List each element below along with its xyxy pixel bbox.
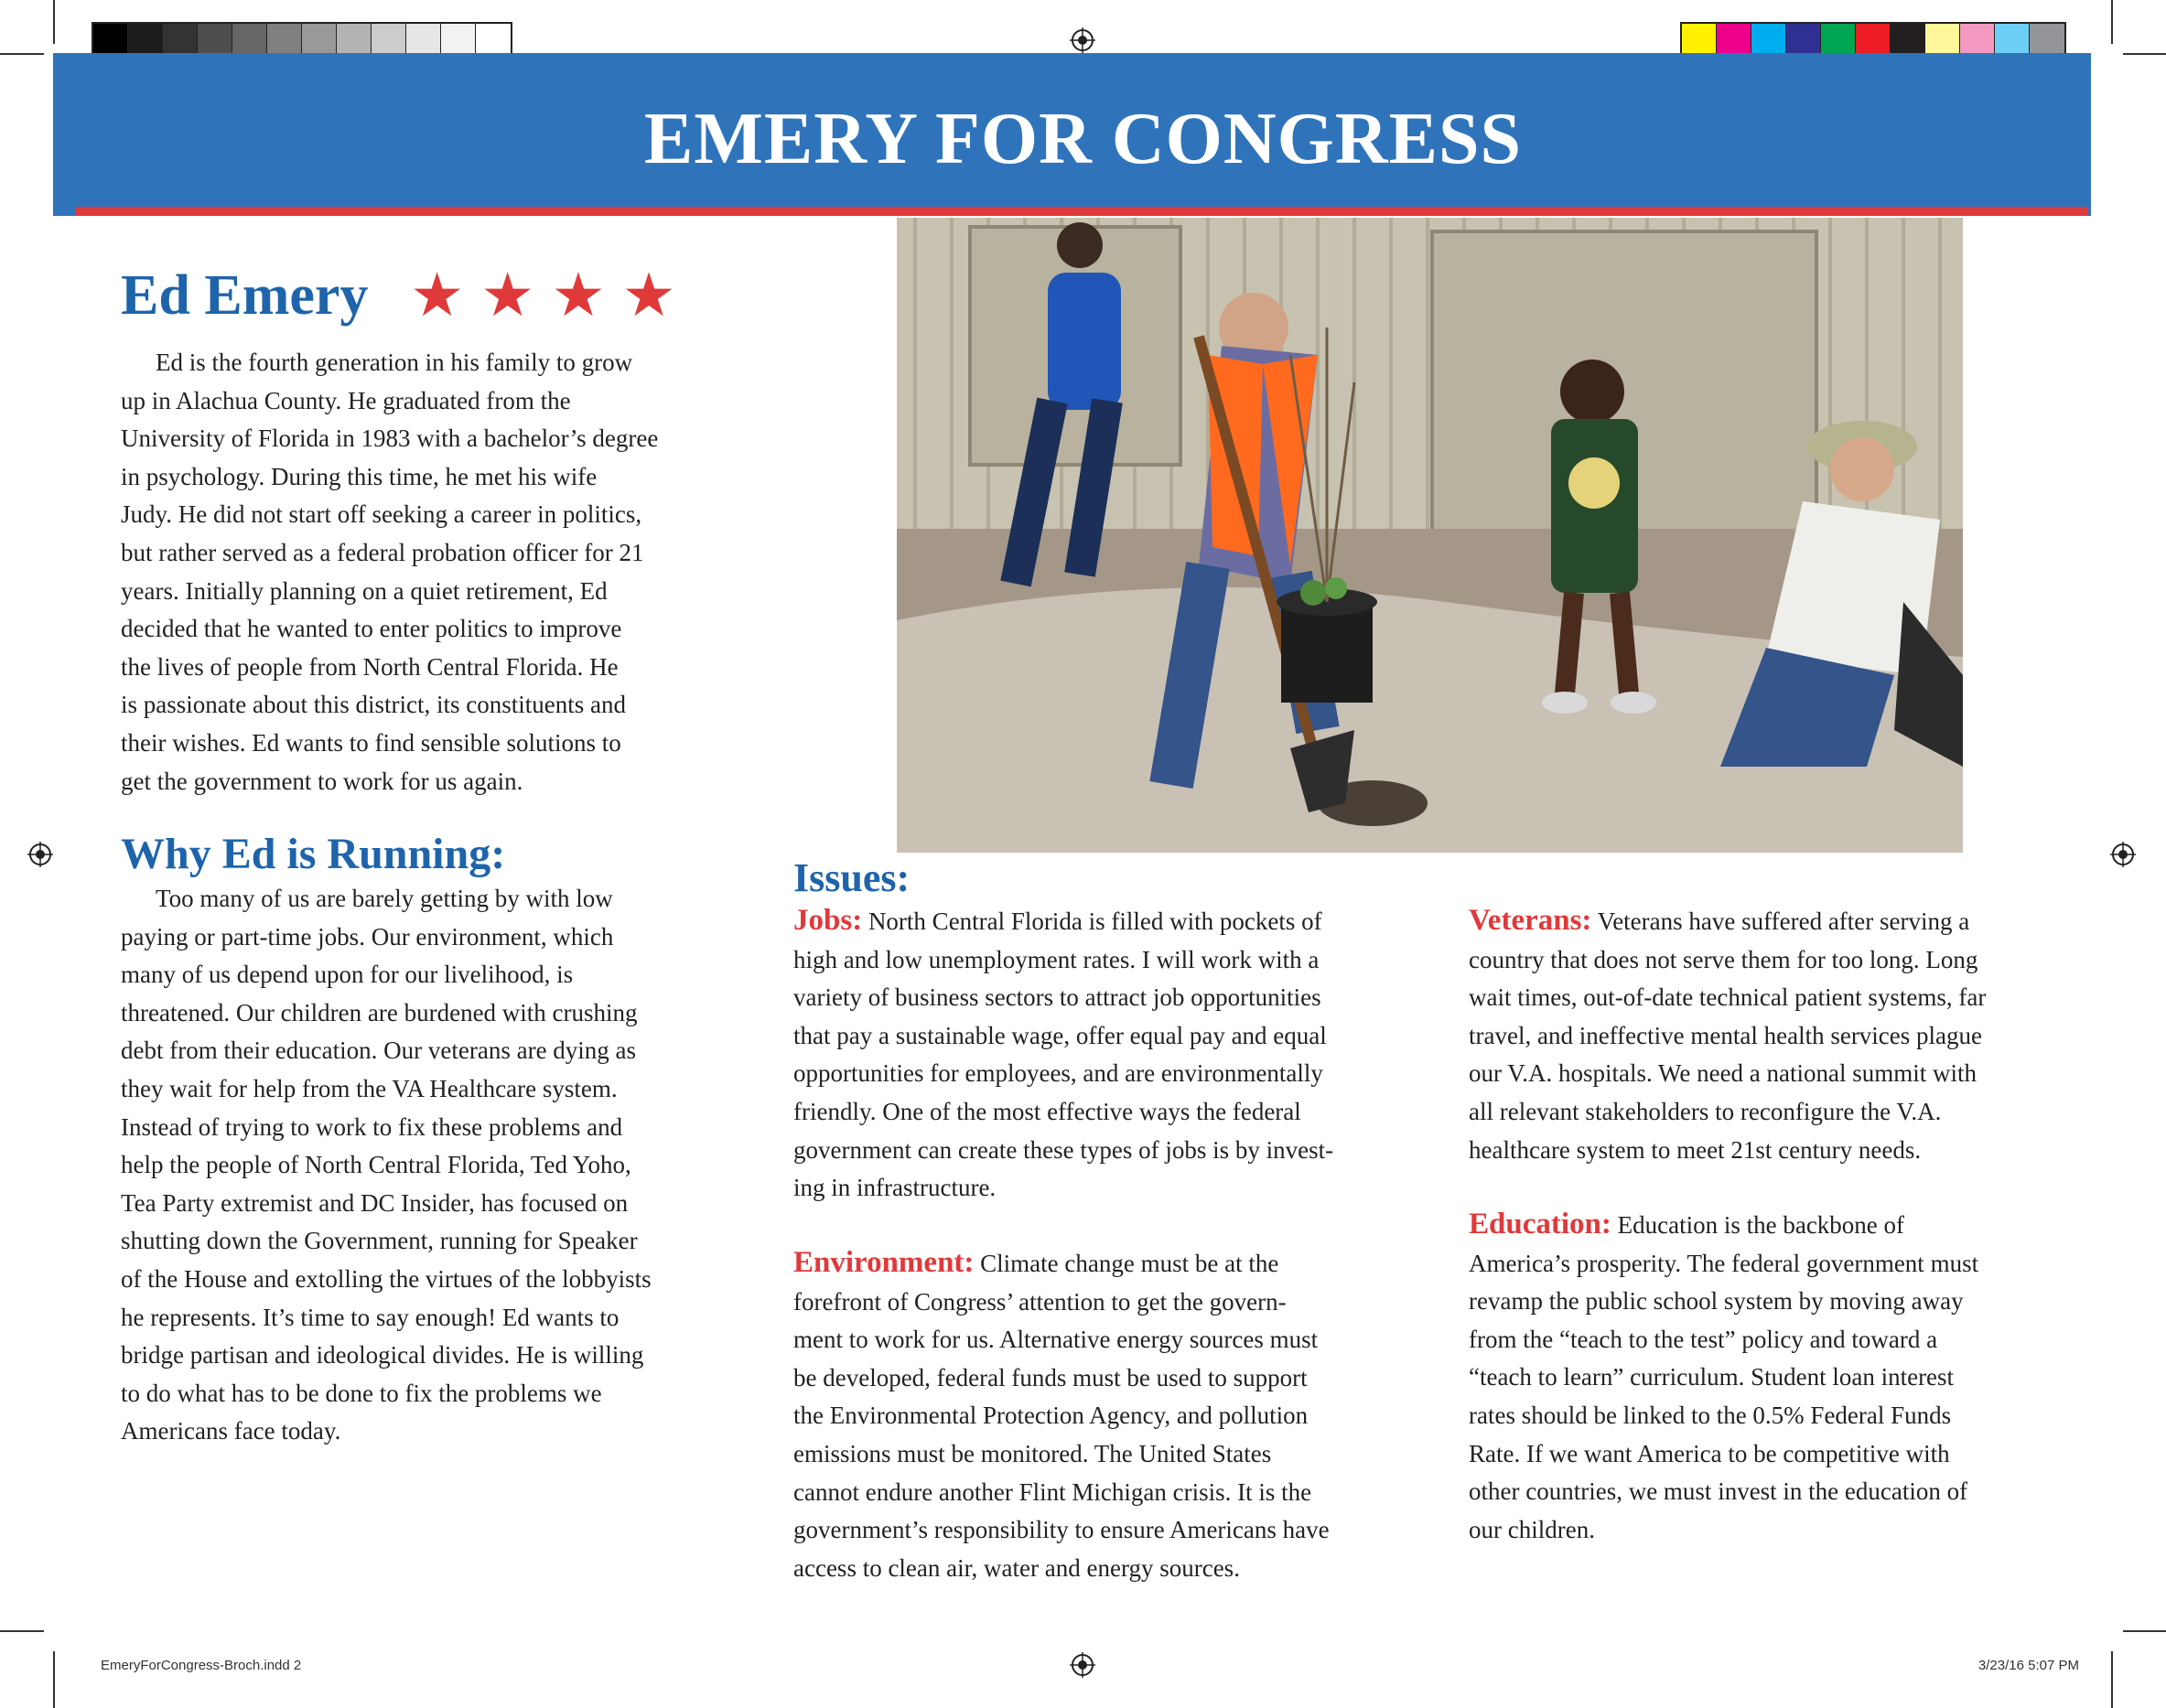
registration-mark-icon [1070, 27, 1095, 53]
bio-line: but rather served as a federal probation officer for 21 [121, 538, 644, 566]
environment-section [793, 1244, 1397, 1587]
footer-timestamp: 3/23/16 5:07 PM [1977, 1658, 2079, 1673]
jobs-section [793, 902, 1397, 1208]
bio-line: University of Florida in 1983 with a bachelor’s degree [121, 424, 659, 453]
environment-label: Environment: [793, 1246, 975, 1279]
candidate-name-heading: Ed Emery [121, 264, 369, 327]
jobs-line: government can create these types of jobs is by invest- [793, 1135, 1334, 1164]
jobs-line: opportunities for employees, and are environmentally [793, 1059, 1323, 1088]
environment-line: the Environmental Protection Agency, and pollution [793, 1402, 1309, 1430]
running-line: bridge partisan and ideological divides. He is willing [121, 1341, 644, 1370]
registration-mark-icon [27, 842, 53, 867]
color-swatch [163, 24, 198, 57]
bio-line: the lives of people from North Central Florida. He [121, 652, 619, 681]
veterans-label: Veterans: [1469, 904, 1592, 937]
color-swatch [267, 24, 302, 57]
environment-line: access to clean air, water and energy sources. [793, 1553, 1240, 1582]
veterans-line: our V.A. hospitals. We need a national summit with [1469, 1059, 1977, 1088]
crop-mark [2111, 0, 2113, 44]
star-icon: ★ [621, 260, 676, 330]
education-line: our children. [1469, 1515, 1595, 1543]
jobs-line: ing in infrastructure. [793, 1174, 997, 1202]
color-swatch [1751, 24, 1786, 57]
running-line: help the people of North Central Florida, Ted Yoho, [121, 1151, 631, 1179]
bio-line: Judy. He did not start off seeking a career in politics, [121, 500, 642, 529]
education-label: Education: [1469, 1208, 1611, 1241]
bio-line: Ed is the fourth generation in his family to grow [156, 349, 633, 376]
banner-red-stripe [75, 207, 2088, 216]
footer-filename: EmeryForCongress-Broch.indd 2 [101, 1658, 302, 1673]
color-swatch [1821, 24, 1856, 57]
education-first-line [1469, 1206, 2091, 1245]
education-line: other countries, we must invest in the education of [1469, 1477, 1968, 1506]
crop-mark [0, 1630, 44, 1632]
jobs-line: that pay a sustainable wage, offer equal pay and equal [793, 1021, 1327, 1049]
education-section [1469, 1206, 2091, 1549]
color-swatch [337, 24, 372, 57]
color-swatch [1717, 24, 1751, 57]
environment-first-text: Climate change must be at the [980, 1250, 1279, 1277]
veterans-line: all relevant stakeholders to reconfigure the V.A. [1469, 1097, 1942, 1125]
veterans-section [1469, 902, 2091, 1169]
bio-line: is passionate about this district, its constituents and [121, 691, 626, 719]
environment-line: forefront of Congress’ attention to get the govern- [793, 1287, 1287, 1316]
running-line: he represents. It’s time to say enough! Ed wants to [121, 1303, 620, 1331]
color-swatch [128, 24, 163, 57]
bio-line: in psychology. During this time, he met his wife [121, 462, 598, 490]
color-swatch [372, 24, 406, 57]
color-swatch [476, 24, 511, 57]
education-line: “teach to learn” curriculum. Student loan interest [1469, 1363, 1955, 1391]
star-rating [410, 260, 676, 330]
bio-line: get the government to work for us again. [121, 767, 523, 795]
veterans-first-text: Veterans have suffered after serving a [1597, 908, 1970, 935]
crop-mark [53, 0, 55, 44]
veterans-line: travel, and ineffective mental health services plague [1469, 1021, 1983, 1049]
education-line: revamp the public school system by moving away [1469, 1287, 1964, 1316]
running-line: paying or part-time jobs. Our environment, which [121, 922, 614, 951]
running-line: Instead of trying to work to fix these problems and [121, 1112, 623, 1141]
volunteers-planting-tree-photo [897, 218, 1963, 853]
why-running-heading: Why Ed is Running: [121, 830, 506, 878]
crop-mark [0, 53, 44, 55]
education-first-text: Education is the backbone of [1617, 1211, 1905, 1239]
running-line: they wait for help from the VA Healthcare system. [121, 1074, 618, 1102]
jobs-first-text: North Central Florida is filled with pockets of [867, 908, 1322, 935]
running-line: Americans face today. [121, 1417, 341, 1445]
color-swatch [2030, 24, 2064, 57]
color-swatch [93, 24, 128, 57]
running-line: Too many of us are barely getting by with low [156, 885, 613, 912]
crop-mark [53, 1651, 55, 1708]
color-swatch [198, 24, 232, 57]
bio-line: their wishes. Ed wants to find sensible solutions to [121, 728, 621, 757]
running-line: of the House and extolling the virtues of the lobbyists [121, 1264, 652, 1293]
registration-mark-icon [2110, 842, 2136, 867]
running-line: many of us depend upon for our livelihood, is [121, 961, 574, 989]
running-line: shutting down the Government, running for Speaker [121, 1227, 638, 1255]
color-swatch [1960, 24, 1995, 57]
veterans-first-line [1469, 902, 2091, 941]
crop-mark [2111, 1651, 2113, 1708]
running-line: to do what has to be done to fix the problems we [121, 1379, 602, 1407]
jobs-first-line [793, 902, 1397, 941]
why-running-paragraph [121, 880, 716, 1451]
jobs-line: friendly. One of the most effective ways the federal [793, 1097, 1301, 1125]
bio-line: decided that he wanted to enter politics to improve [121, 615, 622, 643]
color-swatch [1925, 24, 1960, 57]
color-swatch [1995, 24, 2030, 57]
veterans-line: healthcare system to meet 21st century needs. [1469, 1135, 1922, 1164]
running-line: threatened. Our children are burdened with crushing [121, 998, 638, 1026]
registration-mark-icon [1070, 1652, 1095, 1678]
veterans-line: country that does not serve them for too long. Long [1469, 945, 1978, 973]
star-icon: ★ [551, 260, 606, 330]
environment-line: government’s responsibility to ensure Americans have [793, 1516, 1330, 1544]
banner-title: EMERY FOR CONGRESS [644, 99, 1522, 179]
bio-line: years. Initially planning on a quiet retirement, Ed [121, 576, 608, 605]
jobs-line: high and low unemployment rates. I will work with a [793, 945, 1320, 973]
education-line: America’s prosperity. The federal government must [1469, 1249, 1979, 1277]
color-swatch [232, 24, 267, 57]
running-line: Tea Party extremist and DC Insider, has focused on [121, 1188, 629, 1217]
running-line: debt from their education. Our veterans are dying as [121, 1037, 637, 1065]
color-swatch [1786, 24, 1821, 57]
color-swatch [1891, 24, 1925, 57]
environment-first-line [793, 1244, 1397, 1284]
education-line: rates should be linked to the 0.5% Federal Funds [1469, 1401, 1952, 1429]
environment-line: ment to work for us. Alternative energy sources must [793, 1326, 1319, 1354]
color-swatch [441, 24, 476, 57]
veterans-line: wait times, out-of-date technical patient systems, far [1469, 983, 1987, 1012]
jobs-label: Jobs: [793, 904, 863, 937]
environment-line: emissions must be monitored. The United States [793, 1439, 1272, 1467]
education-line: Rate. If we want America to be competitive with [1469, 1439, 1950, 1467]
environment-line: cannot endure another Flint Michigan crisis. It is the [793, 1477, 1312, 1506]
issues-heading: Issues: [793, 855, 911, 900]
bio-paragraph [121, 344, 716, 800]
color-swatch [302, 24, 337, 57]
star-icon: ★ [410, 260, 465, 330]
color-swatch [406, 24, 441, 57]
color-swatch [1856, 24, 1891, 57]
crop-mark [2123, 1630, 2166, 1632]
color-swatch [1682, 24, 1717, 57]
education-line: from the “teach to the test” policy and toward a [1469, 1325, 1938, 1353]
jobs-line: variety of business sectors to attract job opportunities [793, 983, 1321, 1012]
bio-line: up in Alachua County. He graduated from the [121, 386, 571, 414]
star-icon: ★ [480, 260, 535, 330]
environment-line: be developed, federal funds must be used to support [793, 1363, 1308, 1391]
crop-mark [2123, 53, 2166, 55]
